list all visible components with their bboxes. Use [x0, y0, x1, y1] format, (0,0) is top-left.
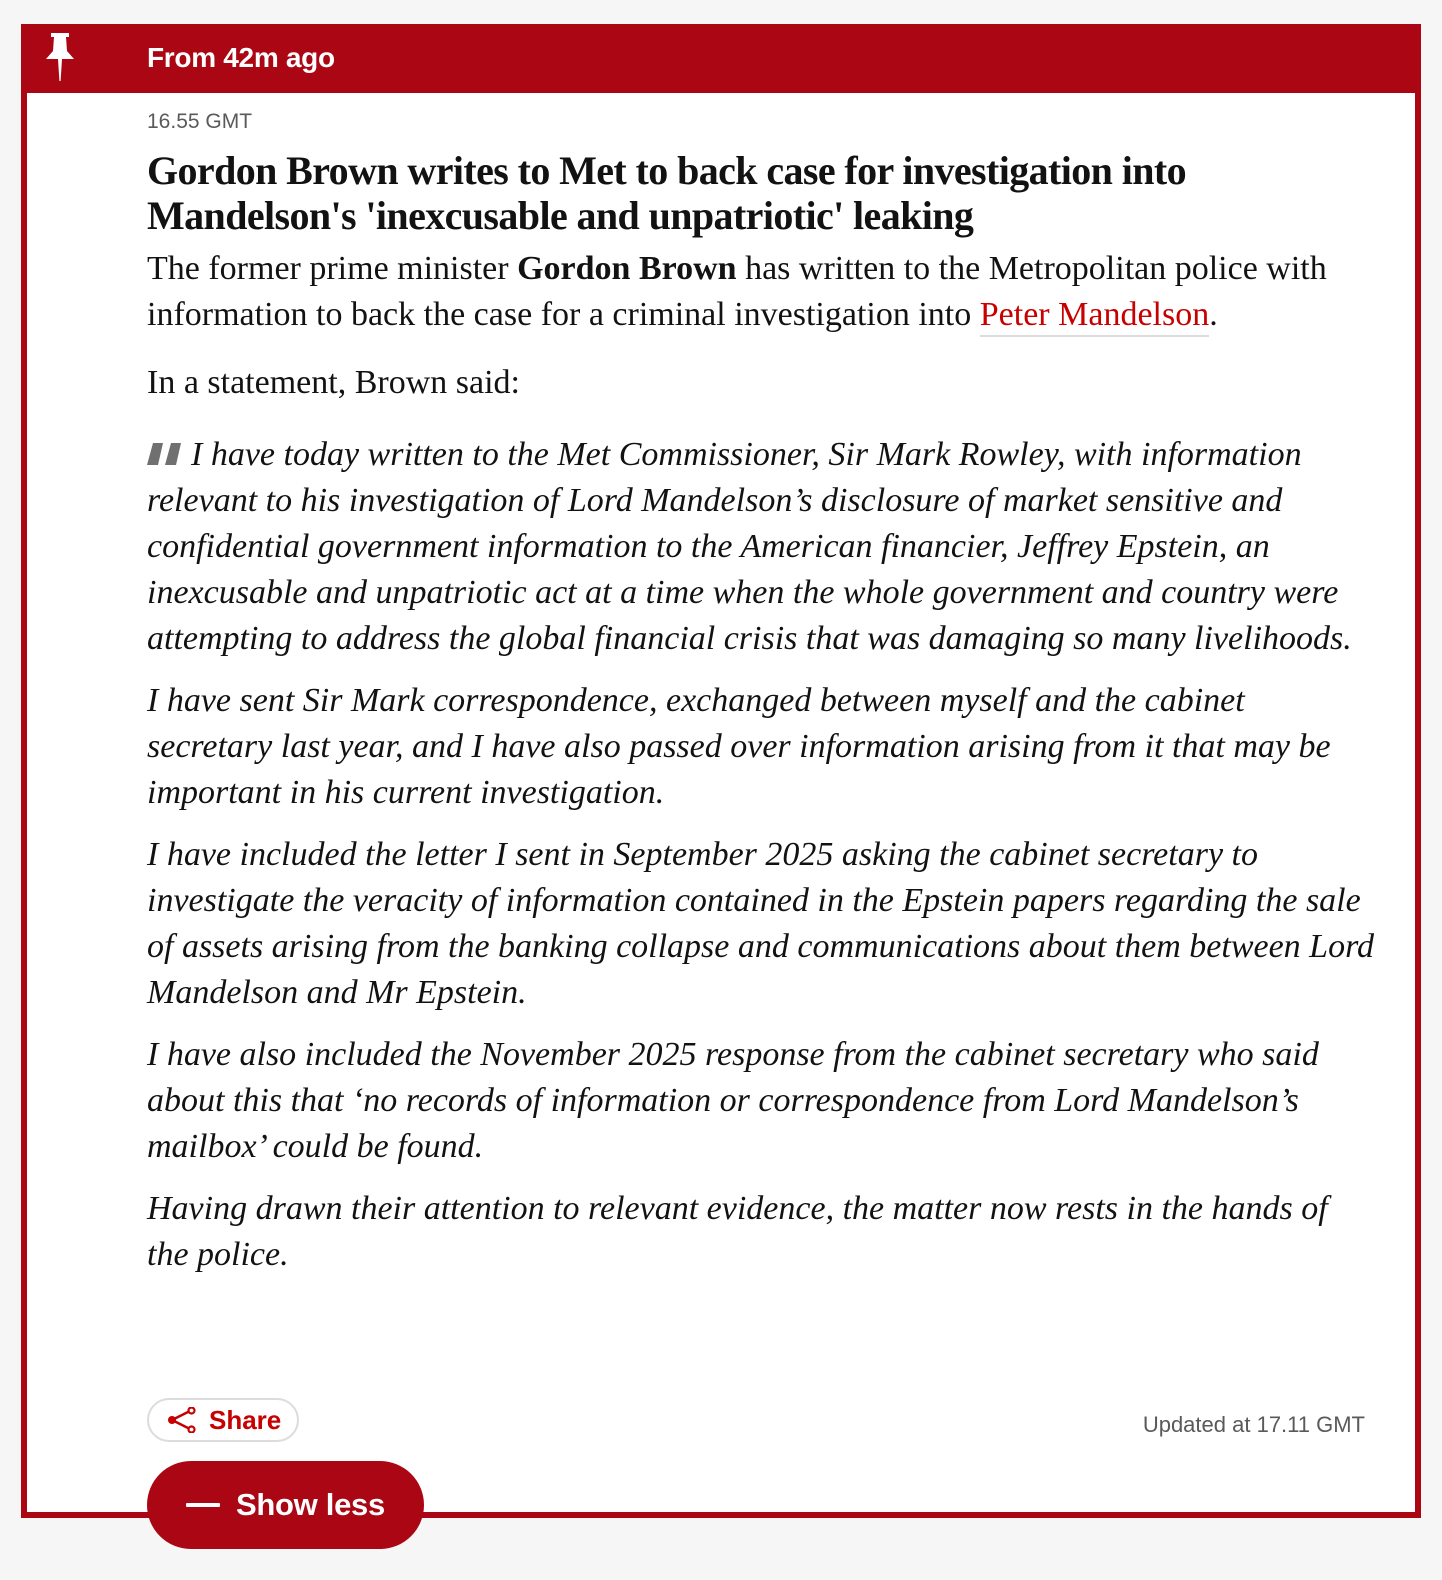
show-less-button[interactable]	[147, 1461, 424, 1549]
pin-icon	[45, 33, 75, 83]
brown-statement-quote	[147, 432, 1377, 1278]
updated-timestamp: Updated at 17.11 GMT	[1142, 1412, 1365, 1437]
intro-bold-name: Gordon Brown	[517, 250, 737, 287]
share-button[interactable]	[147, 1398, 299, 1442]
pinned-post-age-label: From 42m ago	[147, 42, 335, 73]
post-timestamp[interactable]: 16.55 GMT	[147, 110, 253, 133]
intro-text-before: The former prime minister	[147, 250, 518, 287]
intro-paragraph	[147, 246, 1377, 338]
quote-icon	[147, 443, 183, 465]
quote-paragraph-4: I have also included the November 2025 response from the cabinet secretary who said about this that ‘no records of information or correspondence from Lord Mandelson’s mailbox’ could be found.	[147, 1036, 1319, 1165]
peter-mandelson-link[interactable]: Peter Mandelson	[980, 296, 1209, 337]
quote-paragraph-1: I have today written to the Met Commissioner, Sir Mark Rowley, with information relevant to his investigation of Lord Mandelson’s disclosure of market sensitive and confidential government information to the American financier, Jeffrey Epstein, an inexcusable and unpatriotic act at a time when the whole government and country were attempting to address the global financial crisis that was damaging so many livelihoods.	[147, 436, 1352, 657]
quote-paragraph-5: Having drawn their attention to relevant evidence, the matter now rests in the hands of the police.	[147, 1190, 1328, 1273]
minus-icon	[186, 1503, 220, 1507]
post-headline: Gordon Brown writes to Met to back case for investigation into Mandelson's 'inexcusable and unpatriotic' leaking	[147, 148, 1187, 238]
statement-lead: In a statement, Brown said:	[147, 364, 520, 401]
post-footer	[147, 1398, 1365, 1446]
intro-text-middle: has written to the Metropolitan police with information to back the case for a criminal investigation into	[147, 250, 1327, 333]
share-icon	[167, 1407, 197, 1433]
quote-paragraph-2: I have sent Sir Mark correspondence, exchanged between myself and the cabinet secretary last year, and I have also passed over information arising from it that may be important in his current investigation.	[147, 682, 1331, 811]
pinned-liveblog-post	[21, 24, 1421, 1518]
post-body	[147, 108, 1377, 1294]
intro-text-after: .	[1209, 296, 1218, 333]
quote-paragraph-3: I have included the letter I sent in September 2025 asking the cabinet secretary to investigate the veracity of information contained in the Epstein papers regarding the sale of assets arising from the banking collapse and communications about them between Lord Mandelson and Mr Epstein.	[147, 836, 1375, 1011]
share-label: Share	[209, 1404, 282, 1435]
pinned-post-header	[21, 24, 1421, 93]
show-less-label: Show less	[236, 1487, 385, 1522]
